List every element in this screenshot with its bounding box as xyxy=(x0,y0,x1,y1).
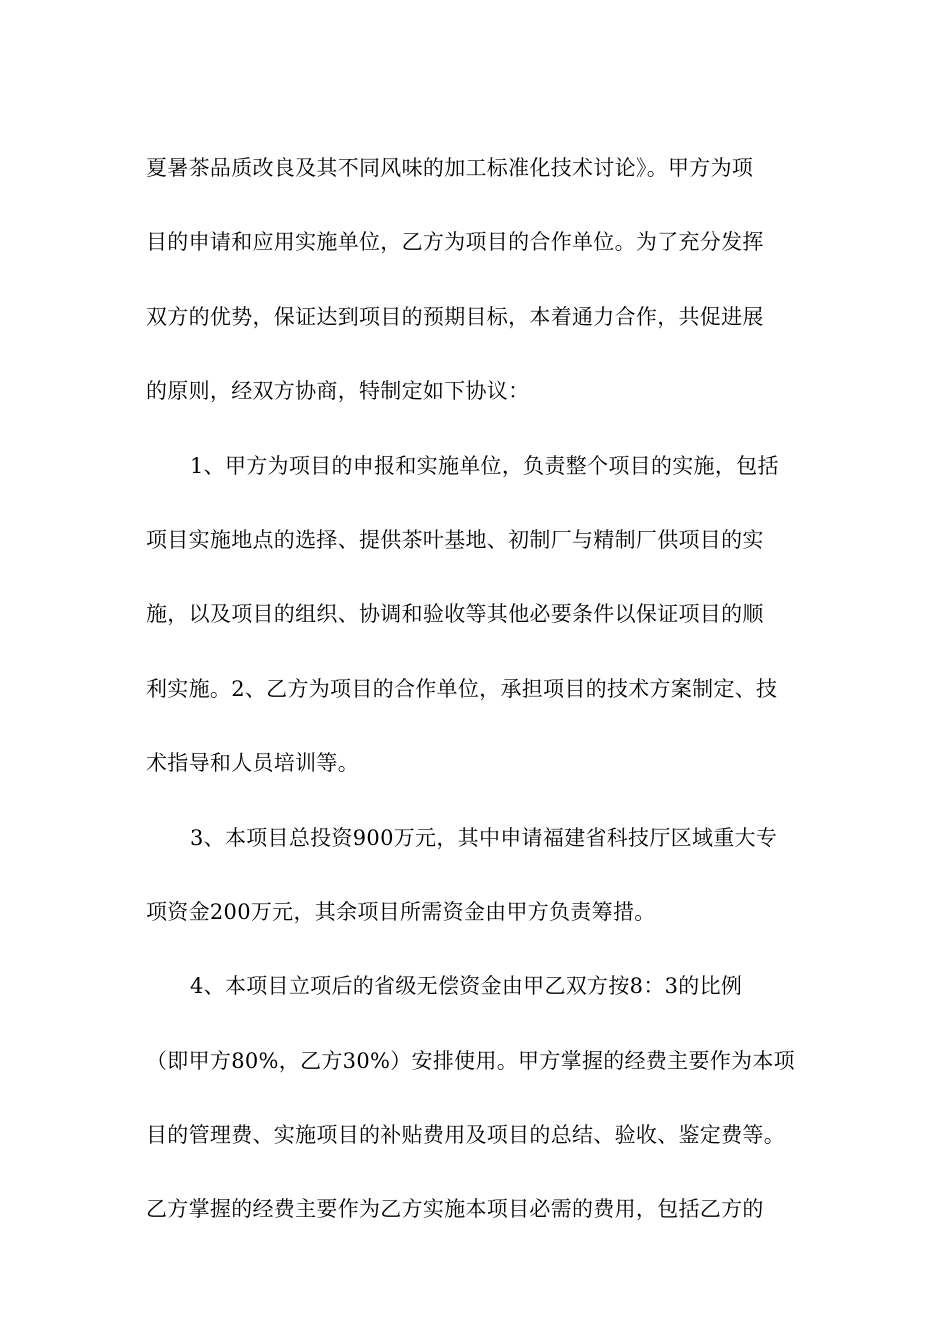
text-line: 目的申请和应用实施单位，乙方为项目的合作单位。为了充分发挥 xyxy=(146,230,764,255)
text-line: 施，以及项目的组织、协调和验收等其他必要条件以保证项目的顺 xyxy=(146,602,764,627)
text-line: 目的管理费、实施项目的补贴费用及项目的总结、验收、鉴定费等。 xyxy=(146,1123,785,1148)
text-line: 3、本项目总投资900万元，其中申请福建省科技厅区域重大专 xyxy=(190,825,778,850)
text-line: 1、甲方为项目的申报和实施单位，负责整个项目的实施，包括 xyxy=(190,453,779,478)
text-line: 乙方掌握的经费主要作为乙方实施本项目必需的费用，包括乙方的 xyxy=(146,1197,764,1222)
text-line: 夏暑茶品质改良及其不同风味的加工标准化技术讨论》。甲方为项 xyxy=(146,156,754,180)
text-line: 项资金200万元，其余项目所需资金由甲方负责筹措。 xyxy=(146,899,656,924)
document-body xyxy=(146,131,808,1247)
text-line: 术指导和人员培训等。 xyxy=(146,751,359,776)
text-line: 利实施。2、乙方为项目的合作单位，承担项目的技术方案制定、技 xyxy=(146,676,778,701)
text-line: 4、本项目立项后的省级无偿资金由甲乙双方按8：3的比例 xyxy=(190,974,743,999)
text-line: 项目实施地点的选择、提供茶叶基地、初制厂与精制厂供项目的实 xyxy=(146,527,764,552)
text-line: （即甲方80%，乙方30%）安排使用。甲方掌握的经费主要作为本项 xyxy=(146,1048,795,1073)
text-line: 双方的优势，保证达到项目的预期目标，本着通力合作，共促进展 xyxy=(146,304,764,329)
text-line: 的原则，经双方协商，特制定如下协议： xyxy=(146,379,530,404)
